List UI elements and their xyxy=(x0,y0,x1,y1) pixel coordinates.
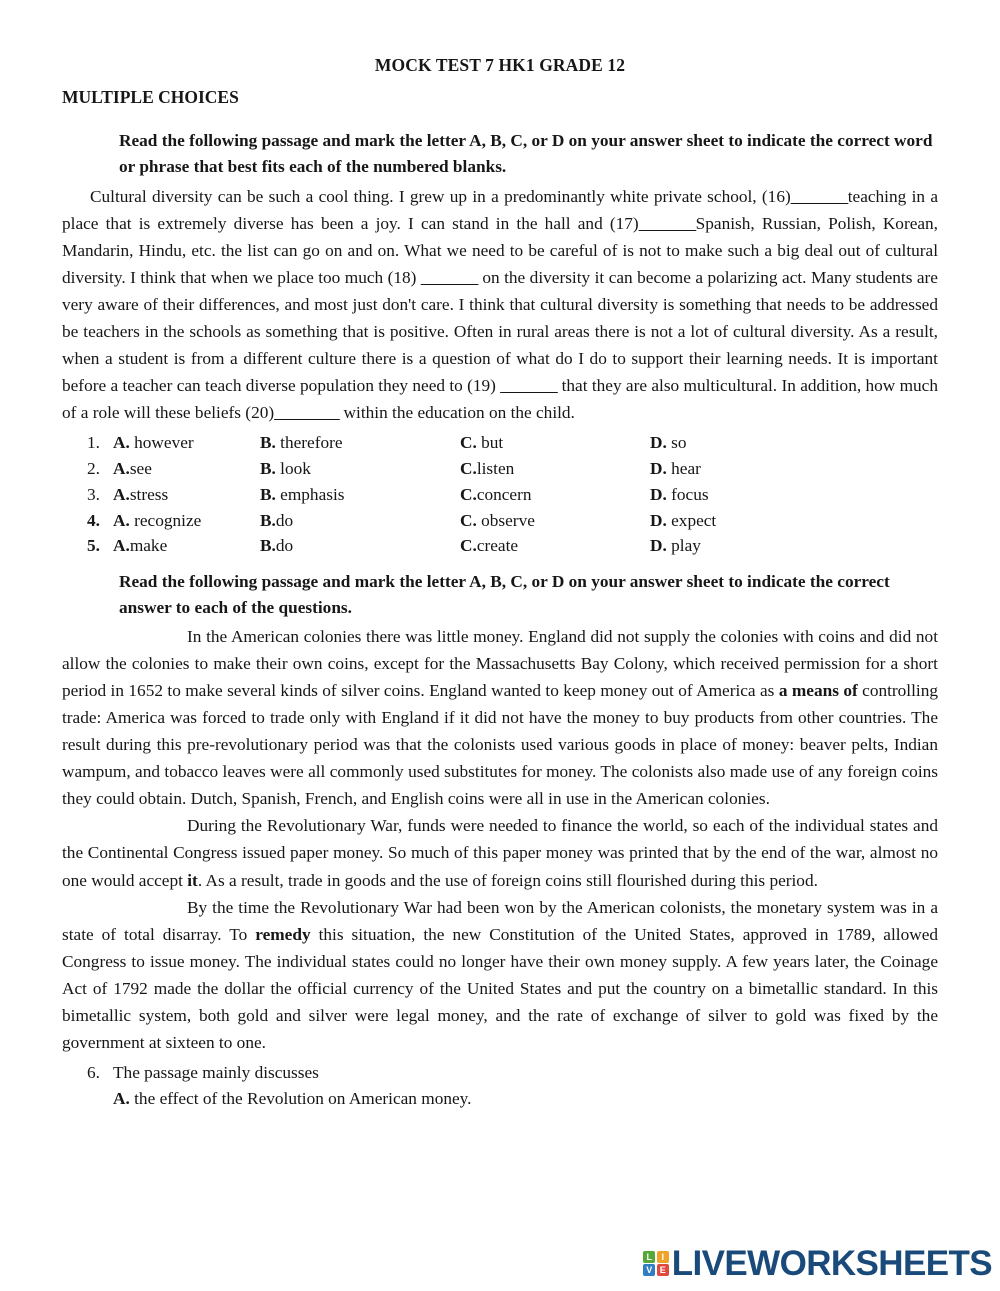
option-b-letter: B. xyxy=(260,536,276,556)
option-c-letter: C. xyxy=(460,484,477,504)
paragraph1-bold-phrase: a means of xyxy=(778,681,858,701)
paragraph1-text-before: In the American colonies there was little money. England did not supply the colonies with coins and did not allow the colonies to make their own coins, except for the Massachusetts Bay Colony, which received permission for a short period in 1652 to make several kinds of silver coins. England wanted to keep money out of America as xyxy=(62,626,938,701)
question-number: 4. xyxy=(87,510,100,530)
option-c[interactable]: C.concern xyxy=(460,484,532,504)
part2-paragraph-1 xyxy=(62,623,938,812)
option-a-letter: A. xyxy=(113,459,130,479)
blank-19: _______ xyxy=(500,376,558,396)
option-d-letter: D. xyxy=(650,459,667,479)
part1-passage xyxy=(62,183,938,427)
option-a[interactable]: A. recognize xyxy=(113,510,202,530)
option-c-letter: C. xyxy=(460,536,477,556)
question-6-option-a-letter: A. xyxy=(113,1089,130,1109)
part1-instruction: Read the following passage and mark the letter A, B, C, or D on your answer sheet to indicate the correct word or phrase that best fits each of the numbered blanks. xyxy=(119,131,933,177)
option-b[interactable]: B. therefore xyxy=(260,433,343,453)
logo-block-e: E xyxy=(657,1264,669,1276)
option-b[interactable]: B. look xyxy=(260,459,311,479)
paragraph3-text-before: By the time the Revolutionary War had been won by the American colonists, the monetary system was in a state of total disarray. To xyxy=(62,897,938,944)
option-c[interactable]: C. but xyxy=(460,433,504,453)
option-a-letter: A. xyxy=(113,510,130,530)
paragraph1-text-after: controlling trade: America was forced to trade only with England if it did not have the money to buy products from other countries. The result during this pre-revolutionary period was that the colonists used various goods in place of money: beaver pelts, Indian wampum, and tobacco leaves were all commonly used substitutes for money. The colonists also made use of any foreign coins they could obtain. Dutch, Spanish, French, and English coins were all in use in the American colonies. xyxy=(62,681,938,809)
option-a[interactable]: A.stress xyxy=(113,484,169,504)
option-b-letter: B. xyxy=(260,433,276,453)
option-b-letter: B. xyxy=(260,484,276,504)
question-number: 3. xyxy=(87,484,100,504)
question-number: 2. xyxy=(87,459,100,479)
option-d-letter: D. xyxy=(650,510,667,530)
option-b-letter: B. xyxy=(260,510,276,530)
option-d-letter: D. xyxy=(650,536,667,556)
part1-options-list xyxy=(62,430,938,559)
option-d[interactable]: D. expect xyxy=(650,510,717,530)
live-blocks-icon xyxy=(643,1251,669,1277)
option-c-letter: C. xyxy=(460,459,477,479)
section-heading: MULTIPLE CHOICES xyxy=(62,87,239,108)
passage-seg-5: that they are also multicultural. In addition, how much of a role will these beliefs (20) xyxy=(62,376,938,423)
blank-16: _______ xyxy=(790,186,848,206)
option-d[interactable]: D. hear xyxy=(650,459,701,479)
option-c[interactable]: C. observe xyxy=(460,510,535,530)
option-d-letter: D. xyxy=(650,433,667,453)
question-row xyxy=(62,533,938,559)
option-a-letter: A. xyxy=(113,536,130,556)
option-a[interactable]: A. however xyxy=(113,433,194,453)
question-6-number: 6. xyxy=(87,1062,100,1082)
option-d[interactable]: D. focus xyxy=(650,484,709,504)
option-a-letter: A. xyxy=(113,484,130,504)
part2-paragraph-3 xyxy=(62,894,938,1056)
option-a[interactable]: A.make xyxy=(113,536,168,556)
question-row xyxy=(62,430,938,456)
logo-block-v: V xyxy=(643,1264,655,1276)
passage-seg-3: Spanish, Russian, Polish, Korean, Mandarin, Hindu, etc. the list can go on and on. What we need to be careful of is not to make such a big deal out of cultural diversity. I think that when we place too much (18) xyxy=(62,213,939,287)
question-6-option-a[interactable] xyxy=(62,1086,938,1112)
question-6-stem-line xyxy=(62,1060,938,1086)
logo-block-l: L xyxy=(643,1251,655,1263)
option-b[interactable]: B. emphasis xyxy=(260,484,345,504)
question-row xyxy=(62,456,938,482)
blank-20: ________ xyxy=(274,403,340,423)
option-c[interactable]: C.create xyxy=(460,536,519,556)
question-6-option-a-text: the effect of the Revolution on American money. xyxy=(129,1089,472,1109)
option-d[interactable]: D. play xyxy=(650,536,701,556)
option-c[interactable]: C.listen xyxy=(460,459,515,479)
blank-18: _______ xyxy=(420,267,478,287)
liveworksheets-logo xyxy=(643,1246,992,1281)
logo-wordmark: LIVEWORKSHEETS xyxy=(671,1244,992,1283)
option-c-letter: C. xyxy=(460,510,477,530)
part2-paragraph-2 xyxy=(62,812,938,893)
option-c-letter: C. xyxy=(460,433,477,453)
passage-seg-2: teaching in a place that is extremely diverse has been a joy. I can stand in the hall and (17) xyxy=(62,186,938,233)
logo-block-i: I xyxy=(657,1251,669,1263)
option-b[interactable]: B.do xyxy=(260,510,294,530)
question-6-stem: The passage mainly discusses xyxy=(113,1062,319,1082)
passage-seg-4: on the diversity it can become a polarizing act. Many students are very aware of their differences, and most just don't care. I think that cultural diversity is something that needs to be addressed be teachers in the schools as something that is positive. Often in rural areas there is not a lot of cultural diversity. As a result, when a student is from a different culture there is a question of what do I do to support their learning needs. It is important before a teacher can teach diverse population they need to (19) xyxy=(62,267,938,396)
passage-seg-6: within the education on the child. xyxy=(339,403,575,423)
paragraph2-text-before: During the Revolutionary War, funds were needed to finance the world, so each of the individual states and the Continental Congress issued paper money. So much of this paper money was printed that by the end of the war, almost no one would accept xyxy=(62,816,938,890)
paragraph3-text-after: this situation, the new Constitution of the United States, approved in 1789, allowed Congress to issue money. The individual states could no longer have their own money supply. A few years later, the Coinage Act of 1792 made the dollar the official currency of the United States and put the country on a bimetallic standard. In this bimetallic system, both gold and silver were legal money, and the rate of exchange of silver to gold was fixed by the government at sixteen to one. xyxy=(62,924,939,1052)
option-b[interactable]: B.do xyxy=(260,536,294,556)
paragraph2-bold-phrase: it xyxy=(187,870,198,890)
question-number: 5. xyxy=(87,536,100,556)
option-a-letter: A. xyxy=(113,433,130,453)
question-number: 1. xyxy=(87,433,100,453)
option-a[interactable]: A.see xyxy=(113,459,152,479)
paragraph2-text-after: . As a result, trade in goods and the use of foreign coins still flourished during this period. xyxy=(197,870,818,890)
page-title: MOCK TEST 7 HK1 GRADE 12 xyxy=(374,55,626,75)
option-d[interactable]: D. so xyxy=(650,433,687,453)
part2-instruction: Read the following passage and mark the letter A, B, C, or D on your answer sheet to indicate the correct answer to each of the questions. xyxy=(119,572,890,618)
question-row xyxy=(62,482,938,508)
option-b-letter: B. xyxy=(260,459,276,479)
blank-17: _______ xyxy=(638,213,696,233)
passage-seg-1: Cultural diversity can be such a cool thing. I grew up in a predominantly white private school, (16) xyxy=(90,186,791,206)
paragraph3-bold-phrase: remedy xyxy=(255,924,311,944)
option-d-letter: D. xyxy=(650,484,667,504)
question-row xyxy=(62,508,938,534)
question-6-block xyxy=(62,1060,938,1113)
